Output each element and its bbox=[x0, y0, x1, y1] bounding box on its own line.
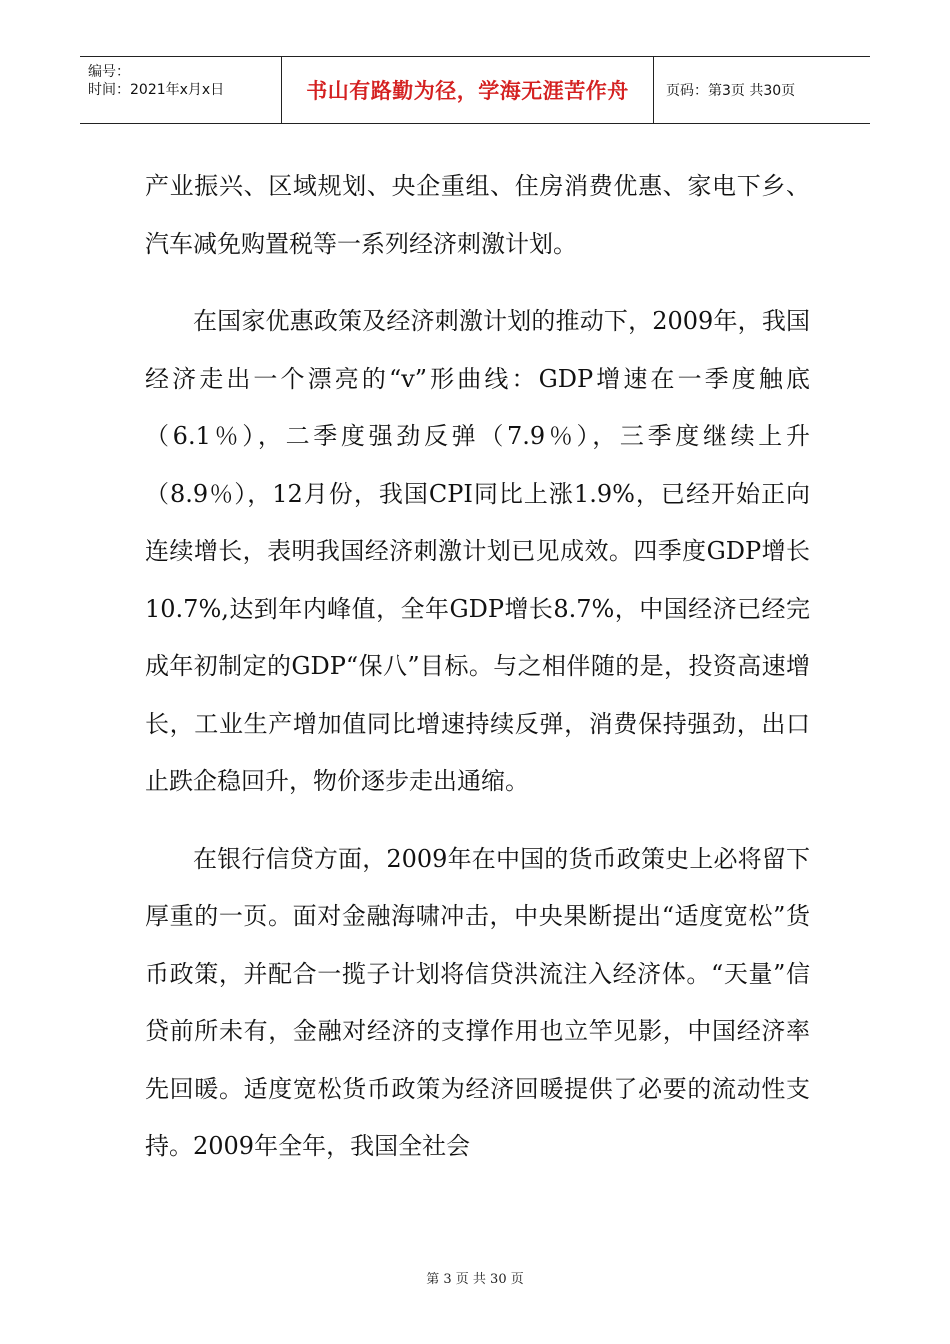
header-page-info: 页码：第3页 共30页 bbox=[666, 83, 796, 99]
paragraph-credit: 在银行信贷方面，2009年在中国的货币政策史上必将留下厚重的一页。面对金融海啸冲击，中央果断提出“适度宽松”货币政策，并配合一揽子计划将信贷洪流注入经济体。“天量”信贷前所未有，金融对经济的支撑作用也立竿见影，中国经济率先回暖。适度宽松货币政策为经济回暖提供了必要的流动性支持。2009年全年，我国全社会 bbox=[145, 844, 810, 1160]
page-footer: 第 3 页 共 30 页 bbox=[426, 1272, 524, 1287]
header-motto: 书山有路勤为径，学海无涯苦作舟 bbox=[281, 57, 654, 123]
paragraph-economy: 在国家优惠政策及经济刺激计划的推动下，2009年，我国经济走出一个漂亮的“v”形曲线：GDP增速在一季度触底（6.1％），二季度强劲反弹（7.9％），三季度继续上升（8.9％），12月份，我国CPI同比上涨1.9%，已经开始正向连续增长，表明我国经济刺激计划已见成效。四季度GDP增长10.7%,达到年内峰值，全年GDP增长8.7%，中国经济已经完成年初制定的GDP“保八”目标。与之相伴随的是，投资高速增长，工业生产增加值同比增速持续反弹，消费保持强劲，出口止跌企稳回升，物价逐步走出通缩。 bbox=[145, 307, 810, 795]
document-header bbox=[80, 56, 870, 124]
paragraph-continuation: 产业振兴、区域规划、央企重组、住房消费优惠、家电下乡、汽车减免购置税等一系列经济刺激计划。 bbox=[145, 172, 810, 258]
time-label: 时间：2021年x月x日 bbox=[88, 82, 225, 98]
header-meta bbox=[80, 57, 281, 123]
document-body bbox=[145, 158, 810, 1176]
number-label: 编号： bbox=[88, 64, 130, 80]
